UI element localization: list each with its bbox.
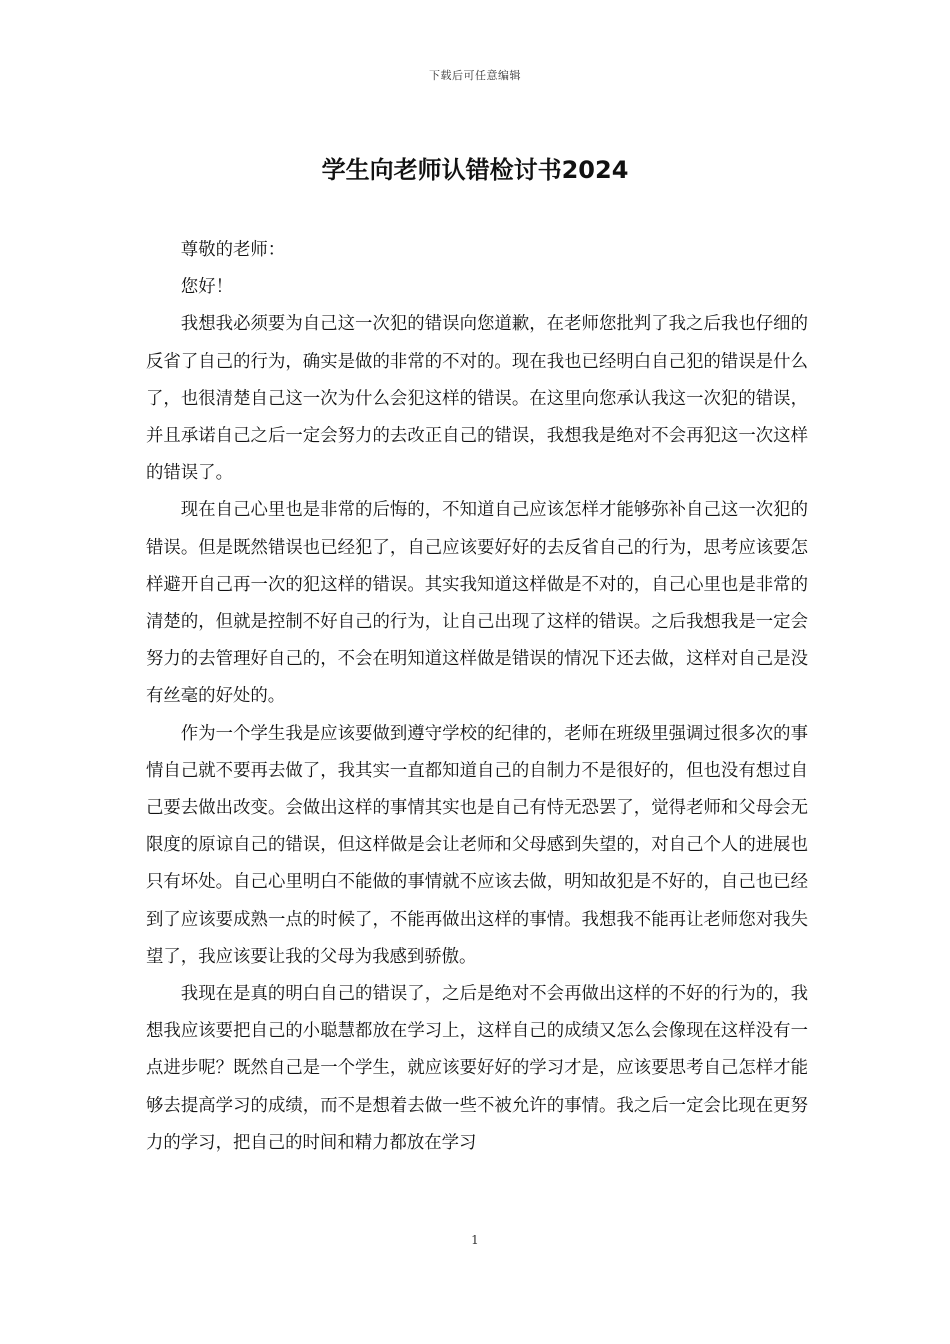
greeting: 您好！	[180, 277, 233, 298]
paragraph: 作为一个学生我是应该要做到遵守学校的纪律的，老师在班级里强调过很多次的事情自己就不要再去做了，我其实一直都知道自己的自制力不是很好的，但也没有想过自己要去做出改变。会做出这样的事情其实也是自己有恃无恐罢了，觉得老师和父母会无限度的原谅自己的错误，但这样做是会让老师和父母感到失望的，对自己个人的进展也只有坏处。自己心里明白不能做的事情就不应该去做，明知故犯是不好的，自己也已经到了应该要成熟一点的时候了，不能再做出这样的事情。我想我不能再让老师您对我失望了，我应该要让我的父母为我感到骄傲。	[146, 723, 808, 967]
paragraph: 我现在是真的明白自己的错误了，之后是绝对不会再做出这样的不好的行为的，我想我应该要把自己的小聪慧都放在学习上，这样自己的成绩又怎么会像现在这样没有一点进步呢？既然自己是一个学生，就应该要好好的学习才是，应该要思考自己怎样才能够去提高学习的成绩，而不是想着去做一些不被允许的事情。我之后一定会比现在更努力的学习，把自己的时间和精力都放在学习	[146, 984, 808, 1153]
paragraph: 我想我必须要为自己这一次犯的错误向您道歉，在老师您批判了我之后我也仔细的反省了自己的行为，确实是做的非常的不对的。现在我也已经明白自己犯的错误是什么了，也很清楚自己这一次为什么会犯这样的错误。在这里向您承认我这一次犯的错误，并且承诺自己之后一定会努力的去改正自己的错误，我想我是绝对不会再犯这一次这样的错误了。	[146, 314, 808, 484]
page-number: 1	[471, 1233, 479, 1247]
page-header: 下载后可任意编辑	[429, 69, 521, 82]
document-body	[146, 232, 808, 1162]
salutation: 尊敬的老师：	[180, 240, 286, 260]
document-title: 学生向老师认错检讨书2024	[321, 156, 629, 184]
paragraph: 现在自己心里也是非常的后悔的，不知道自己应该怎样才能够弥补自己这一次犯的错误。但是既然错误也已经犯了，自己应该要好好的去反省自己的行为，思考应该要怎样避开自己再一次的犯这样的错误。其实我知道这样做是不对的，自己心里也是非常的清楚的，但就是控制不好自己的行为，让自己出现了这样的错误。之后我想我是一定会努力的去管理好自己的，不会在明知道这样做是错误的情况下还去做，这样对自己是没有丝毫的好处的。	[146, 500, 808, 707]
